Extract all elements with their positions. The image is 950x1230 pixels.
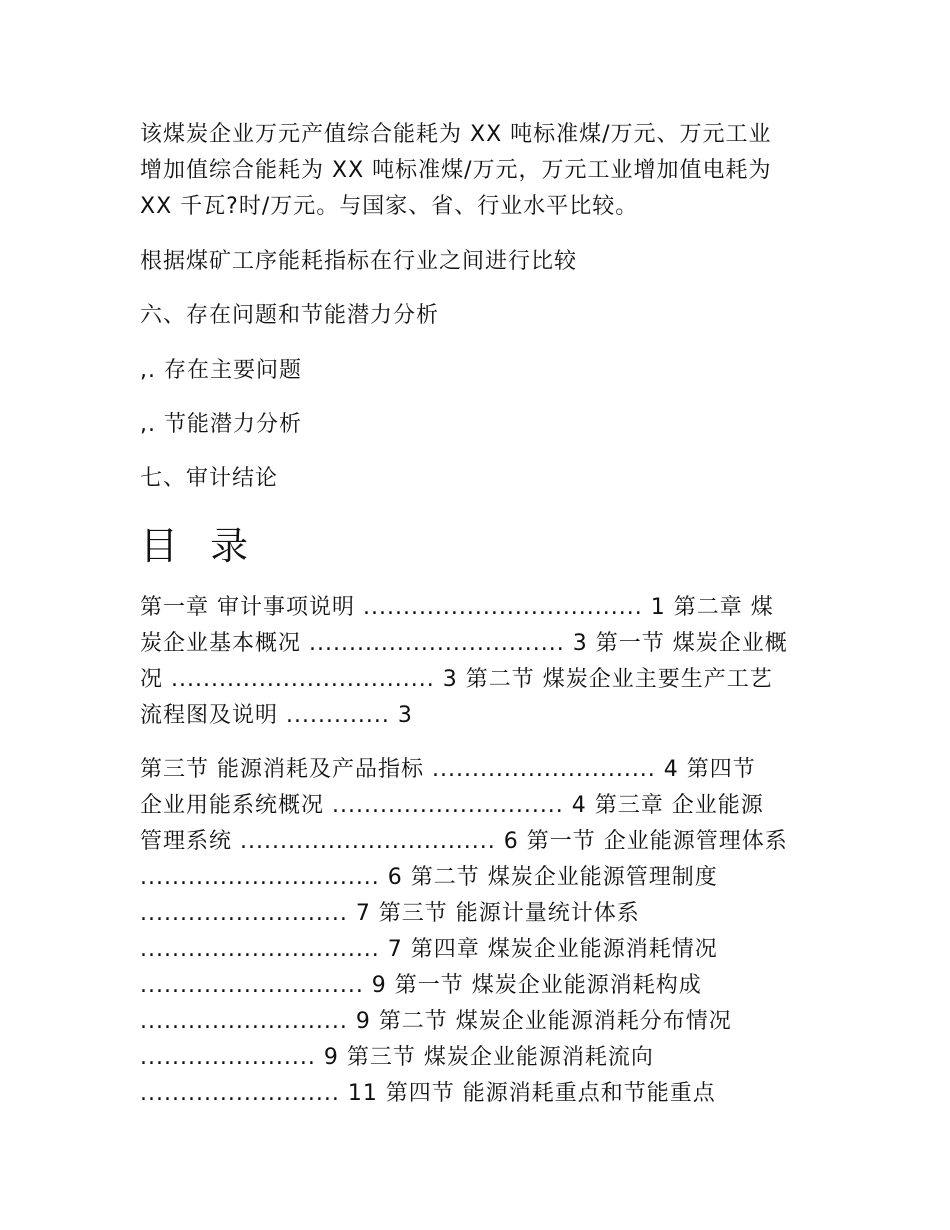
- toc-line: .......................... 7 第三节 能源计量统计体系: [140, 901, 640, 926]
- toc-line: .............................. 6 第二节 煤炭企业能源管理制度: [140, 865, 718, 890]
- toc-line: 炭企业基本概况 ................................ 3 第一节 煤炭企业概: [140, 631, 788, 656]
- intro-line: 增加值综合能耗为 XX 吨标准煤/万元，万元工业增加值电耗为: [140, 158, 772, 183]
- subsection-energy-potential: ,. 节能潜力分析: [140, 412, 302, 437]
- toc-line: 况 ................................. 3 第二节 煤炭企业主要生产工艺: [140, 667, 773, 692]
- toc-block-2: [140, 752, 820, 1112]
- toc-heading: 目 录: [140, 524, 259, 568]
- subsection-main-problems: ,. 存在主要问题: [140, 358, 302, 383]
- toc-line: .............................. 7 第四章 煤炭企业能源消耗情况: [140, 937, 718, 962]
- section-six-heading: 六、存在问题和节能潜力分析: [140, 303, 440, 328]
- toc-line: 第三节 能源消耗及产品指标 ............................ 4 第四节: [140, 757, 756, 782]
- toc-line: ......................... 11 第四节 能源消耗重点和节能重点: [140, 1081, 716, 1106]
- toc-line: ............................ 9 第一节 煤炭企业能源消耗构成: [140, 973, 702, 998]
- toc-line: 流程图及说明 ............. 3: [140, 703, 413, 728]
- toc-block-1: [140, 590, 820, 734]
- toc-line: ...................... 9 第三节 煤炭企业能源消耗流向: [140, 1045, 654, 1070]
- compare-line: 根据煤矿工序能耗指标在行业之间进行比较: [140, 249, 578, 274]
- section-seven-heading: 七、审计结论: [140, 466, 279, 491]
- intro-line: XX 千瓦?时/万元。与国家、省、行业水平比较。: [140, 194, 639, 219]
- intro-line: 该煤炭企业万元产值综合能耗为 XX 吨标准煤/万元、万元工业: [140, 122, 772, 147]
- toc-line: 企业用能系统概况 ............................. 4 第三章 企业能源: [140, 793, 764, 818]
- intro-paragraph: [140, 117, 820, 225]
- toc-line: 第一章 审计事项说明 ................................... 1 第二章 煤: [140, 595, 774, 620]
- toc-line: .......................... 9 第二节 煤炭企业能源消耗分布情况: [140, 1009, 732, 1034]
- toc-line: 管理系统 ................................ 6 第一节 企业能源管理体系: [140, 829, 788, 854]
